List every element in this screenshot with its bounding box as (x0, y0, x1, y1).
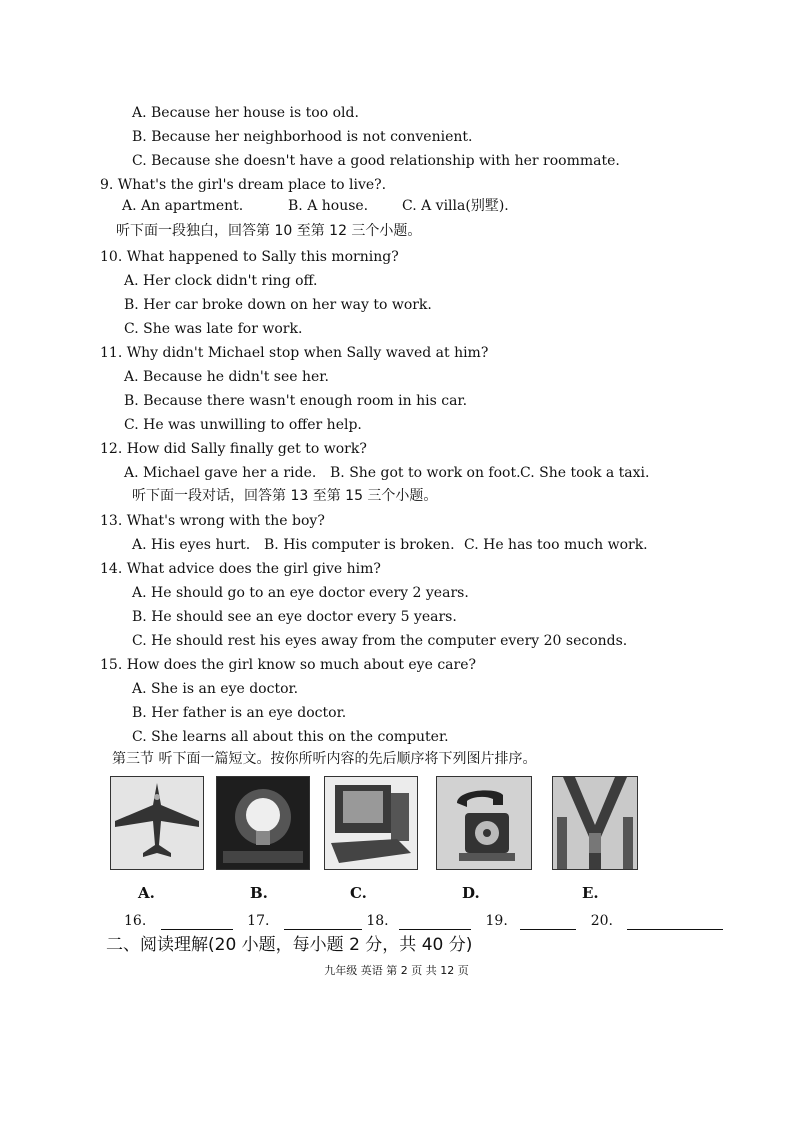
section-2-heading: 二、阅读理解(20 小题，每小题 2 分，共 40 分) (106, 935, 473, 955)
q10-option-a: A. Her clock didn't ring off. (124, 273, 318, 289)
blank-17-label: 17. (247, 913, 270, 929)
q12-option-b: B. She got to work on foot. (330, 465, 521, 481)
q13-option-a: A. His eyes hurt. (132, 537, 251, 553)
picture-label-a: A. (138, 884, 155, 902)
blank-18-label: 18. (366, 913, 389, 929)
q10-option-c: C. She was late for work. (124, 321, 303, 337)
picture-label-e: E. (582, 884, 599, 902)
monologue-instruction: 听下面一段独白，回答第 10 至第 12 三个小题。 (116, 223, 422, 239)
question-11: 11. Why didn't Michael stop when Sally waved at him? (100, 345, 489, 361)
section-3-instruction: 第三节 听下面一篇短文。按你所听内容的先后顺序将下列图片排序。 (112, 751, 537, 767)
q14-option-b: B. He should see an eye doctor every 5 years. (132, 609, 457, 625)
q9-option-c: C. A villa(别墅). (402, 198, 509, 214)
computer-icon (324, 776, 418, 870)
q14-option-c: C. He should rest his eyes away from the computer every 20 seconds. (132, 633, 628, 649)
airplane-icon (110, 776, 204, 870)
question-13: 13. What's wrong with the boy? (100, 513, 325, 529)
q12-option-c: C. She took a taxi. (520, 465, 650, 481)
answer-blank-18[interactable] (399, 915, 471, 930)
blank-20-label: 20. (590, 913, 613, 929)
answer-blank-20[interactable] (627, 915, 723, 930)
question-9: 9. What's the girl's dream place to live?. (100, 177, 387, 193)
q10-option-b: B. Her car broke down on her way to work. (124, 297, 432, 313)
question-14: 14. What advice does the girl give him? (100, 561, 381, 577)
answer-blank-17[interactable] (284, 915, 362, 930)
picture-label-c: C. (350, 884, 367, 902)
q11-option-a: A. Because he didn't see her. (124, 369, 329, 385)
question-15: 15. How does the girl know so much about eye care? (100, 657, 476, 673)
q8-option-b: B. Because her neighborhood is not convenient. (132, 129, 473, 145)
telephone-icon (436, 776, 532, 870)
question-10: 10. What happened to Sally this morning? (100, 249, 399, 265)
q13-option-b: B. His computer is broken. (264, 537, 455, 553)
answer-blank-16[interactable] (161, 915, 233, 930)
q9-option-b: B. A house. (288, 198, 369, 214)
q13-option-c: C. He has too much work. (464, 537, 648, 553)
picture-label-b: B. (250, 884, 268, 902)
q14-option-a: A. He should go to an eye doctor every 2 years. (132, 585, 469, 601)
page-footer: 九年级 英语 第 2 页 共 12 页 (324, 964, 469, 977)
q15-option-b: B. Her father is an eye doctor. (132, 705, 347, 721)
dialogue-instruction: 听下面一段对话，回答第 13 至第 15 三个小题。 (132, 488, 438, 504)
q11-option-c: C. He was unwilling to offer help. (124, 417, 362, 433)
q15-option-a: A. She is an eye doctor. (132, 681, 299, 697)
picture-label-d: D. (462, 884, 480, 902)
q9-option-a: A. An apartment. (122, 198, 244, 214)
q12-option-a: A. Michael gave her a ride. (124, 465, 317, 481)
zipper-icon (552, 776, 638, 870)
q12-options (124, 464, 649, 482)
question-12: 12. How did Sally finally get to work? (100, 441, 367, 457)
q15-option-c: C. She learns all about this on the computer. (132, 729, 449, 745)
blank-19-label: 19. (485, 913, 508, 929)
q9-options (122, 197, 509, 215)
blank-16-label: 16. (124, 913, 147, 929)
q11-option-b: B. Because there wasn't enough room in his car. (124, 393, 468, 409)
answer-blank-19[interactable] (520, 915, 576, 930)
light-bulb-icon (216, 776, 310, 870)
q8-option-a: A. Because her house is too old. (132, 105, 359, 121)
q13-options (132, 536, 648, 554)
answer-blanks (124, 912, 723, 930)
q8-option-c: C. Because she doesn't have a good relationship with her roommate. (132, 153, 620, 169)
